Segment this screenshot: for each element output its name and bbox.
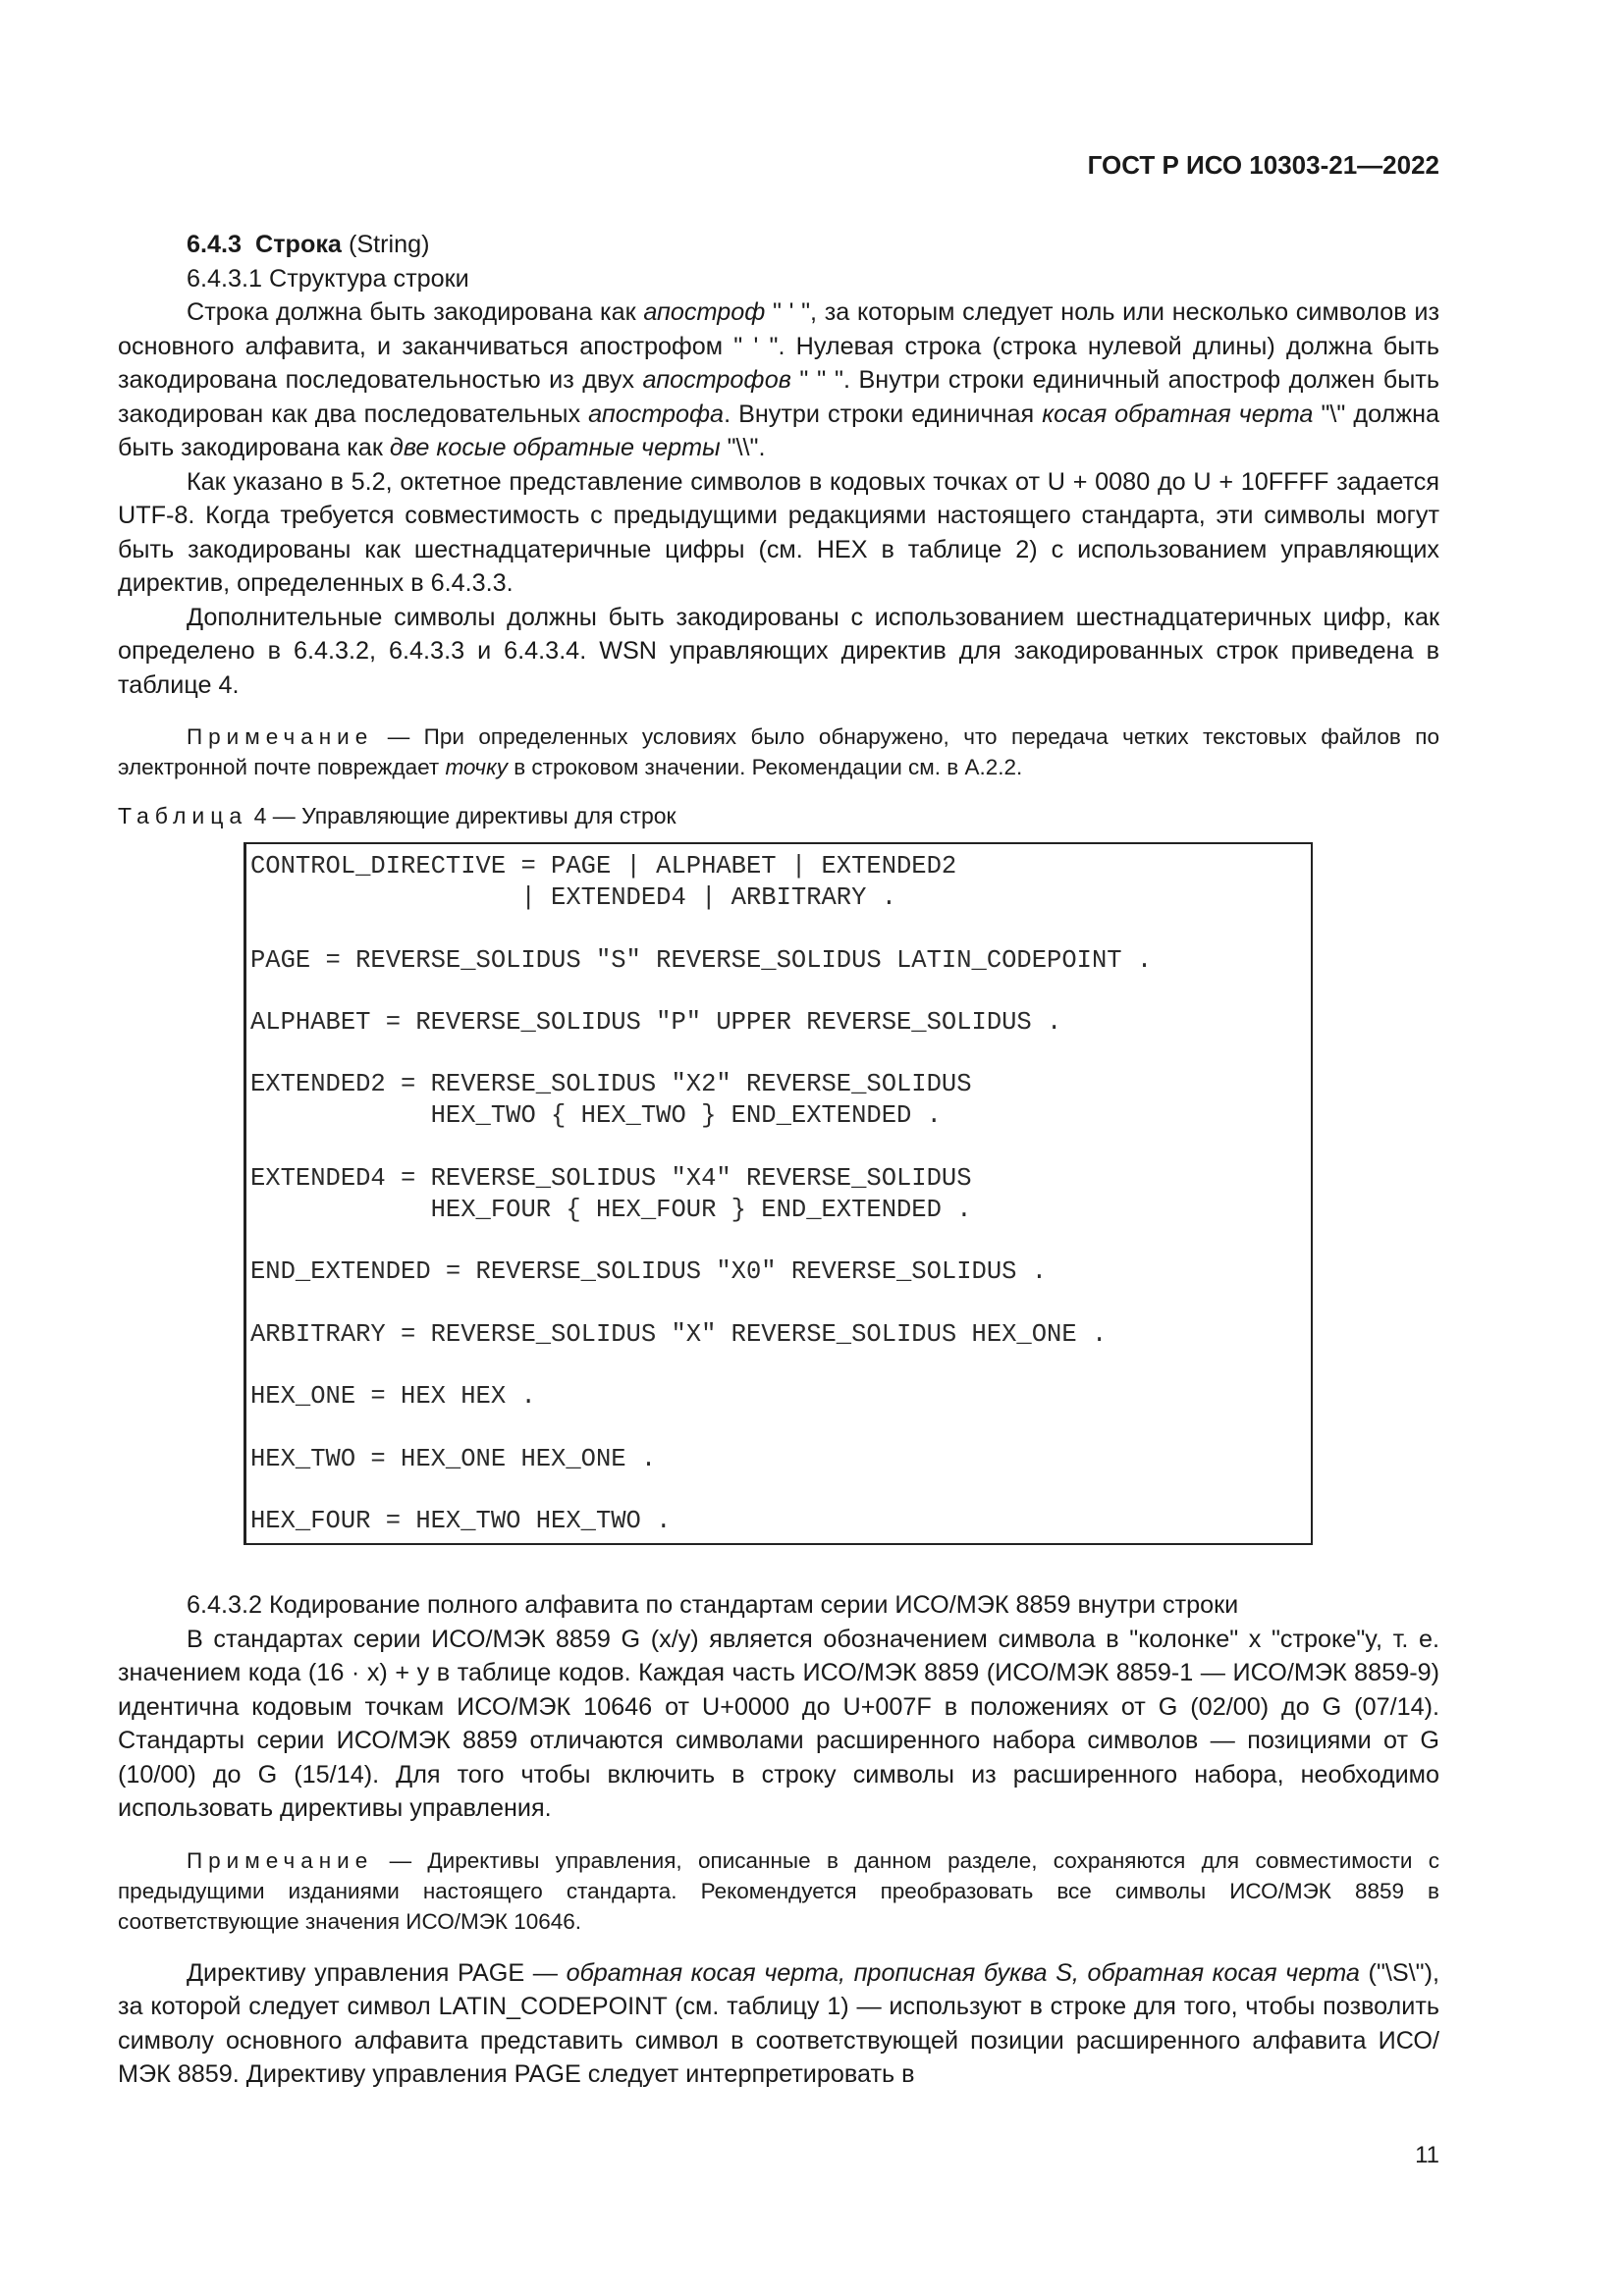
- code-line: ARBITRARY = REVERSE_SOLIDUS "X" REVERSE_SOLIDUS HEX_ONE .: [250, 1320, 1108, 1349]
- section-title: Строка: [255, 231, 342, 258]
- paragraph-iso8859: В стандартах серии ИСО/МЭК 8859 G (x/y) является обозначением символа в "колонке" x "строке"y, т. е. значением кода (16 · x) + y в таблице кодов. Каждая часть ИСО/МЭК 8859 (ИСО/МЭК 8859-1 — ИСО/МЭК 8859-9) идентична кодовым точкам ИСО/МЭК 10646 от U+0000 до U+007F в положениях от G (02/00) до G (07/14). Стандарты серии ИСО/МЭК 8859 отличаются символами расширенного набора символов — позициями от G (10/00) до G (15/14). Для того чтобы включить в строку символы из расширенного набора, необходимо использовать директивы управления.: [118, 1625, 1439, 1822]
- section-number: 6.4.3: [187, 231, 243, 258]
- code-line: PAGE = REVERSE_SOLIDUS "S" REVERSE_SOLIDUS LATIN_CODEPOINT .: [250, 946, 1153, 975]
- code-line: HEX_FOUR = HEX_TWO HEX_TWO .: [250, 1507, 672, 1535]
- paragraph-additional-symbols: Дополнительные символы должны быть закодированы с использованием шестнадцатеричных цифр, как определено в 6.4.3.2, 6.4.3.3 и 6.4.3.4. WSN управляющих директив для закодированных строк приведена в таблице 4.: [118, 603, 1439, 699]
- code-line: END_EXTENDED = REVERSE_SOLIDUS "X0" REVERSE_SOLIDUS .: [250, 1257, 1048, 1286]
- code-line: ALPHABET = REVERSE_SOLIDUS "P" UPPER REVERSE_SOLIDUS .: [250, 1008, 1062, 1037]
- section-6-4-3: [118, 228, 1439, 782]
- code-line: HEX_ONE = HEX HEX .: [250, 1382, 536, 1411]
- document-header: ГОСТ Р ИСО 10303-21—2022: [1087, 150, 1439, 180]
- table-caption: Таблица 4 — Управляющие директивы для строк: [118, 803, 677, 828]
- note-label: Примечание: [187, 724, 374, 749]
- code-line: HEX_TWO { HEX_TWO } END_EXTENDED .: [250, 1101, 942, 1130]
- note-label: Примечание: [187, 1847, 374, 1873]
- subsection-heading-6432: 6.4.3.2 Кодирование полного алфавита по стандартам серии ИСО/МЭК 8859 внутри строки: [187, 1591, 1239, 1619]
- code-line: HEX_FOUR { HEX_FOUR } END_EXTENDED .: [250, 1196, 972, 1224]
- section-heading: [118, 228, 1439, 262]
- paragraph-utf8: Как указано в 5.2, октетное представление символов в кодовых точках от U + 0080 до U + 10FFFF задается UTF-8. Когда требуется совместимость с предыдущими редакциями настоящего стандарта, эти символы могут быть закодированы как шестнадцатеричные цифры (см. HEX в таблице 2) с использованием управляющих директив, определенных в 6.4.3.3.: [118, 467, 1439, 597]
- paragraph-string-structure: Строка должна быть закодирована как апостроф " ' ", за которым следует ноль или несколько символов из основного алфавита, и заканчиваться апострофом " ' ". Нулевая строка (строка нулевой длины) должна быть закодирована последовательностью из двух апострофов " '' ". Внутри строки единичный апостроф должен быть закодирован как два последовательных апострофа. Внутри строки единичная косая обратная черта "\" должна быть закодирована как две косые обратные черты "\\".: [118, 298, 1439, 461]
- page-number: 11: [1415, 2142, 1439, 2168]
- section-6-4-3-2: [118, 1588, 1439, 2092]
- subsection-heading-6431: 6.4.3.1 Структура строки: [187, 264, 469, 293]
- section-title-en: (String): [348, 231, 430, 258]
- table-label: Таблица: [118, 803, 248, 828]
- code-line: CONTROL_DIRECTIVE = PAGE | ALPHABET | EXTENDED2: [250, 852, 957, 881]
- code-table: [244, 842, 1313, 1545]
- paragraph-page-directive: Директиву управления PAGE — обратная косая черта, прописная буква S, обратная косая черта ("\S\"), за которой следует символ LATIN_CODEPOINT (см. таблицу 1) — используют в строке для того, чтобы позволить символу основного алфавита представить символ в соответствующей позиции расширенного алфавита ИСО/МЭК 8859. Директиву управления PAGE следует интерпретировать в: [118, 1958, 1440, 2088]
- code-line: | EXTENDED4 | ARBITRARY .: [250, 883, 897, 912]
- code-line: HEX_TWO = HEX_ONE HEX_ONE .: [250, 1445, 657, 1473]
- note-1: Примечание — При определенных условиях было обнаружено, что передача четких текстовых файлов по электронной почте повреждает точку в строковом значении. Рекомендации см. в А.2.2.: [118, 724, 1439, 779]
- note-2: Примечание — Директивы управления, описанные в данном разделе, сохраняются для совместимости с предыдущими изданиями настоящего стандарта. Рекомендуется преобразовать все символы ИСО/МЭК 8859 в соответствующие значения ИСО/МЭК 10646.: [118, 1847, 1439, 1934]
- code-line: EXTENDED2 = REVERSE_SOLIDUS "X2" REVERSE_SOLIDUS: [250, 1070, 972, 1098]
- code-line: EXTENDED4 = REVERSE_SOLIDUS "X4" REVERSE_SOLIDUS: [250, 1164, 972, 1193]
